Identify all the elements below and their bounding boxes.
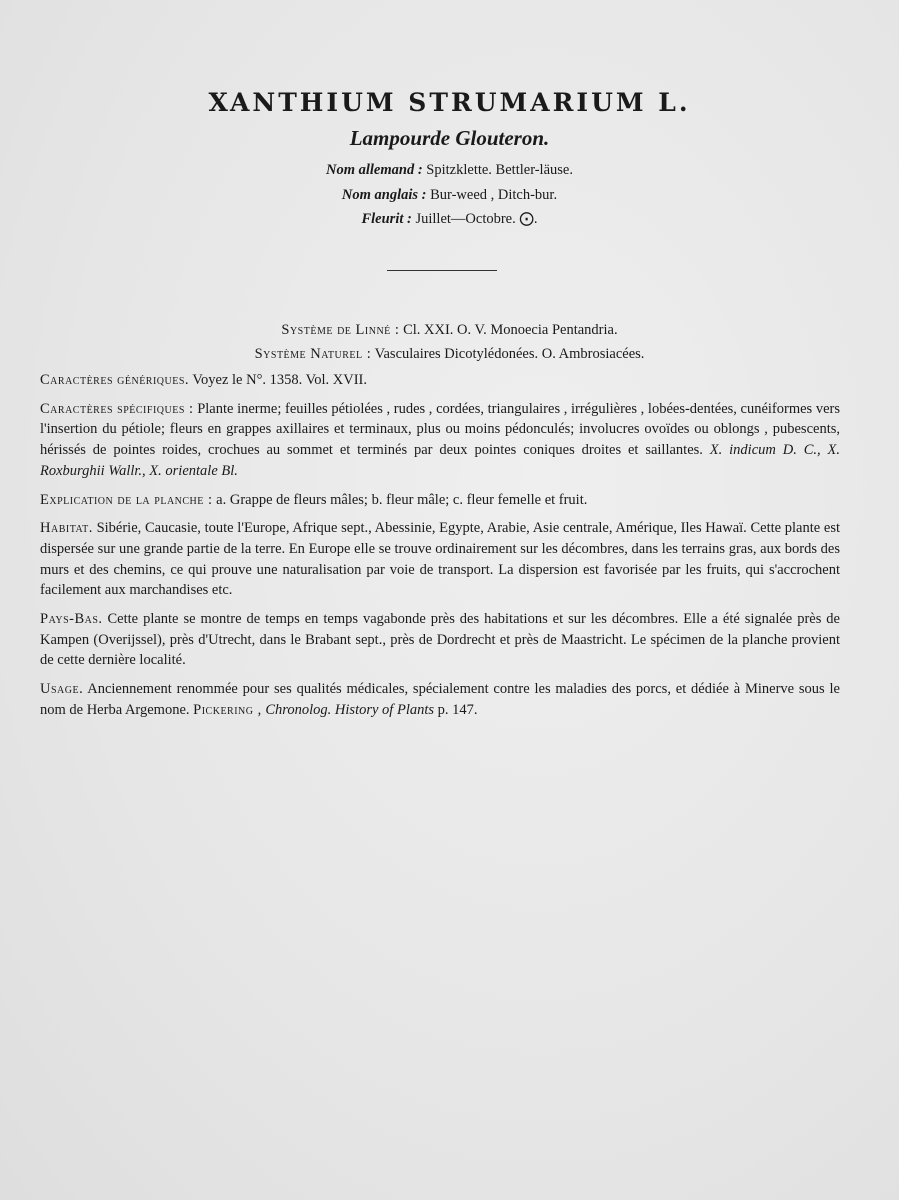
- specific-characters-text: Plante inerme; feuilles pétiolées , rudes , cordées, triangulaires , irrégulières , lobées-dentées, cunéiformes vers l'insertion du pétiole; fleurs en grappes axillaires et terminaux, plus ou moins pédonculés; involucres ovoïdes ou oblongs , pubescents, hérissés de pointes roides, crochues au sommet et terminés par deux pointes coniques droites et saillantes.: [40, 400, 840, 459]
- linne-system-line: [0, 320, 899, 340]
- plate-explanation-paragraph: [40, 490, 840, 511]
- usage-work: Chronolog. History of Plants: [265, 701, 435, 718]
- generic-characters-label: Caractères génériques.: [40, 372, 190, 388]
- usage-page: p. 147.: [437, 701, 478, 718]
- habitat-text: Sibérie, Caucasie, toute l'Europe, Afrique sept., Abessinie, Egypte, Arabie, Asie centrale, Amérique, Iles Hawaï. Cette plante est dispersée sur une grande partie de la terre. En Europe elle se trouve ordinairement sur les décombres, dans les terrains gras, aux bords des murs et des chemins, ce qui prouve une naturalisation par voie de transport. La dispersion est favorisée par les fruits, qui s'accrochent facilement aux marchandises etc.: [40, 520, 841, 599]
- flowering-line: [0, 209, 899, 229]
- natural-system-value: Vasculaires Dicotylédonées. O. Ambrosiacées.: [374, 346, 645, 362]
- species-title: XANTHIUM STRUMARIUM L.: [208, 88, 691, 117]
- german-name-line: [0, 160, 899, 180]
- synonyms-text: X. indicum D. C., X. Roxburghii Wallr., X. orientale Bl.: [40, 442, 841, 479]
- usage-text: Anciennement renommée pour ses qualités médicales, spécialement contre les maladies des porcs, et dédiée à Minerve sous le nom de Herba Argemone.: [40, 681, 840, 718]
- english-name-label: Nom anglais :: [341, 187, 427, 203]
- german-name-value: Spitzklette. Bettler-läuse.: [426, 162, 573, 178]
- netherlands-label: Pays-Bas.: [40, 611, 103, 628]
- generic-characters-paragraph: [40, 370, 840, 391]
- english-name-line: [0, 185, 899, 205]
- generic-characters-text: Voyez le N°. 1358. Vol. XVII.: [192, 372, 367, 388]
- linne-system-label: Système de Linné :: [281, 322, 400, 338]
- linne-system-value: Cl. XXI. O. V. Monoecia Pentandria.: [403, 322, 618, 338]
- natural-system-line: [0, 344, 899, 364]
- english-name-value: Bur-weed , Ditch-bur.: [430, 187, 558, 203]
- usage-label: Usage.: [40, 681, 84, 698]
- usage-paragraph: [40, 679, 840, 720]
- divider-rule: [387, 270, 497, 271]
- specific-characters-paragraph: [40, 399, 840, 482]
- plate-explanation-label: Explication de la planche :: [40, 491, 213, 508]
- specific-characters-label: Caractères spécifiques :: [40, 400, 194, 417]
- usage-author: Pickering ,: [193, 701, 262, 718]
- netherlands-text: Cette plante se montre de temps en temps vagabonde près des habitations et sur les décombres. Elle a été signalée près de Kampen (Overijssel), près d'Utrecht, dans le Brabant sept., près de Dordrecht et près de Maastricht. Le spécimen de la planche provient de cette dernière localité.: [40, 611, 840, 669]
- habitat-label: Habitat.: [40, 520, 93, 537]
- flowering-value: Juillet—Octobre. ⨀.: [415, 211, 538, 227]
- netherlands-paragraph: [40, 609, 840, 671]
- natural-system-label: Système Naturel :: [254, 346, 372, 362]
- habitat-paragraph: [40, 518, 840, 601]
- german-name-label: Nom allemand :: [326, 162, 423, 178]
- french-name: Lampourde Glouteron.: [349, 126, 550, 150]
- description-body: [40, 370, 840, 729]
- flowering-label: Fleurit :: [361, 211, 412, 227]
- plate-explanation-text: a. Grappe de fleurs mâles; b. fleur mâle; c. fleur femelle et fruit.: [216, 491, 588, 508]
